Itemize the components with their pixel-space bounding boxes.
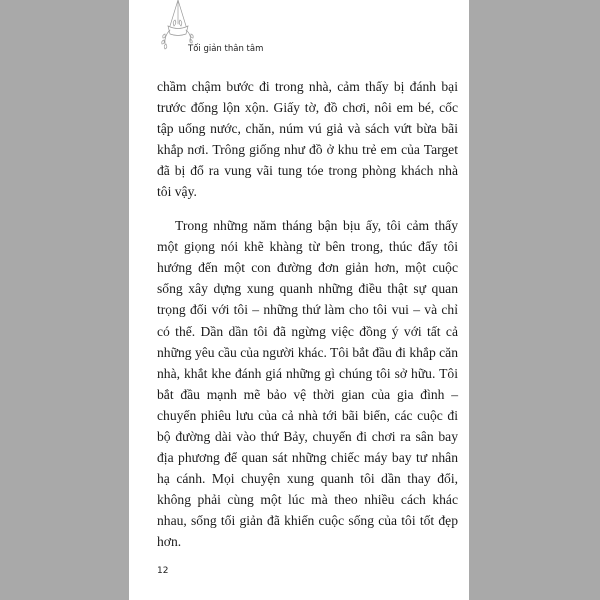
paragraph: chầm chậm bước đi trong nhà, cảm thấy bị đánh bại trước đống lộn xộn. Giấy tờ, đồ chơi, nôi em bé, cốc tập uống nước, chăn, núm vú giả và sách vứt bừa bãi khắp nơi. Trông giống như đồ ở khu trẻ em của Target đã bị đổ ra vung vãi tung tóe trong phòng khách nhà tôi vậy. (157, 79, 458, 200)
running-header: Tối giản thân tâm (188, 44, 264, 54)
page-number: 12 (157, 566, 169, 576)
paragraph: Trong những năm tháng bận bịu ấy, tôi cảm thấy một giọng nói khẽ khàng từ bên trong, thúc đẩy tôi hướng đến một con đường đơn giản hơn, một cuộc sống xây dựng xung quanh những điều thật sự quan trọng đối với tôi – những thứ làm cho tôi vui – và chỉ có thế. Dần dần tôi đã ngừng việc đồng ý với tất cả những yêu cầu của người khác. Tôi bắt đầu đi khắp căn nhà, khắt khe đánh giá những gì chúng tôi sở hữu. Tôi bắt đầu mạnh mẽ bảo vệ thời gian của gia đình – chuyến phiêu lưu của cả nhà tới bãi biển, các cuộc đi bộ đường dài vào thứ Bảy, chuyến đi chơi ra sân bay địa phương để quan sát những chiếc máy bay tư nhân hạ cánh. Mọi chuyện xung quanh tôi dần thay đổi, không phải cùng một lúc mà theo nhiều cách khác nhau, sống tối giản đã khiến cuộc sống của tôi tốt đẹp hơn. (157, 218, 459, 549)
body-text (157, 76, 458, 552)
book-page (129, 0, 469, 600)
